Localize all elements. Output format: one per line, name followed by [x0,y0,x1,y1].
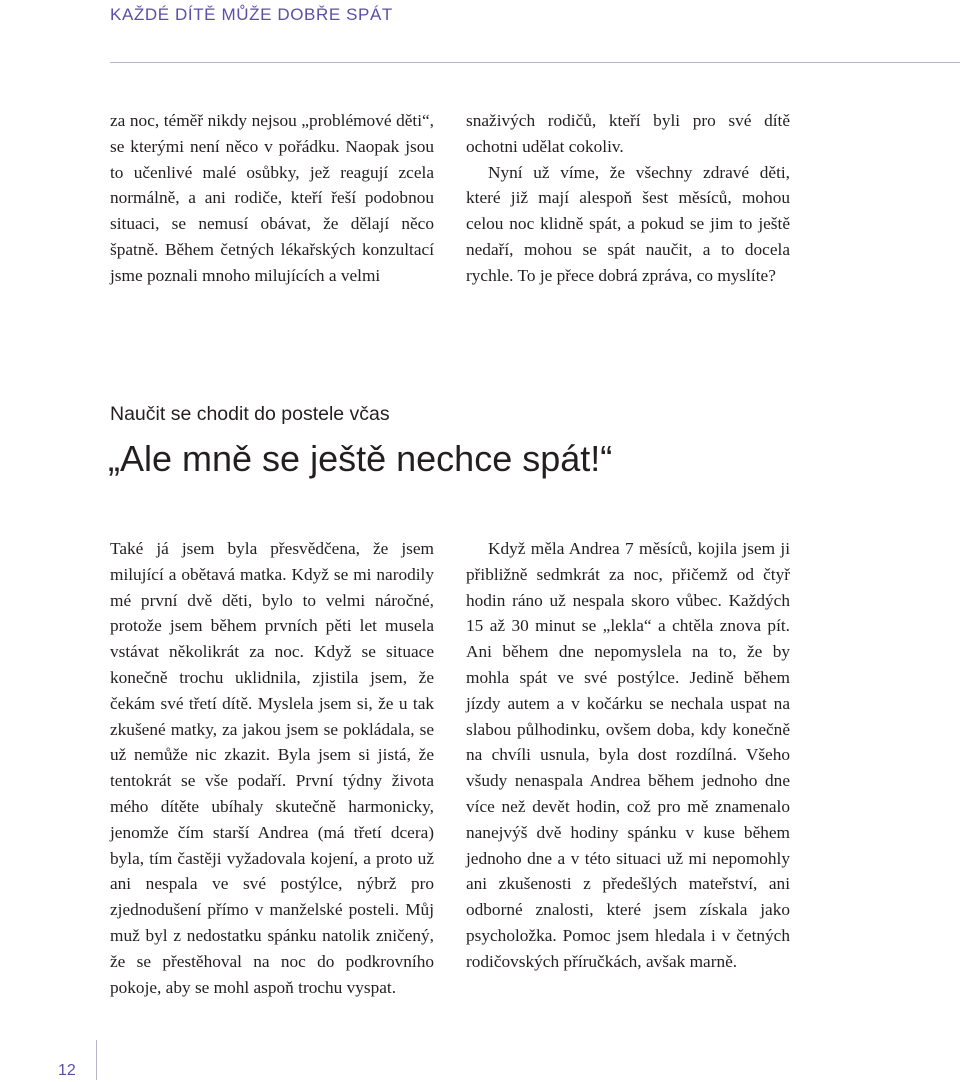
top-left-column [110,108,434,289]
bottom-left-column [110,536,434,1000]
paragraph: Když měla Andrea 7 měsíců, kojila jsem ji přibližně sedmkrát za noc, přičemž od čtyř hodin ráno už nespala skoro vůbec. Každých 15 až 30 minut se „lekla“ a chtěla znova pít. Ani během dne nepomyslela na to, že by mohla spát ve své postýlce. Jedině během jízdy autem a v kočárku se nechala uspat na slabou půlhodinku, ovšem doba, kdy konečně na chvíli usnula, byla dost rozdílná. Všeho všudy nenaspala Andrea během jednoho dne více než devět hodin, což pro mě znamenalo nanejvýš dvě hodiny spánku v kuse během jednoho dne a v této situaci už mi nepomohly ani zkušenosti z předešlých mateřství, ani odborné znalosti, které jsem získala jako psycholožka. Pomoc jsem hledala i v četných rodičovských příručkách, avšak marně. [466,539,790,971]
running-title: KAŽDÉ DÍTĚ MŮŽE DOBŘE SPÁT [110,5,393,24]
section-title: „Ale mně se ještě nechce spát!“ [108,438,613,479]
page-number: 12 [58,1062,76,1079]
top-right-column [466,108,790,289]
paragraph: Nyní už víme, že všechny zdravé děti, které již mají alespoň šest měsíců, mohou celou noc klidně spát, a pokud se jim to ještě nedaří, mohou se spát naučit, a to docela rychle. To je přece dobrá zpráva, co myslíte? [466,162,790,285]
section-label: Naučit se chodit do postele včas [110,403,390,425]
running-header [110,0,960,63]
bottom-right-column [466,536,790,975]
paragraph: snaživých rodičů, kteří byli pro své dítě ochotni udělat cokoliv. [466,111,790,156]
paragraph: Také já jsem byla přesvědčena, že jsem milující a obětavá matka. Když se mi narodily mé první dvě děti, bylo to velmi náročné, protože jsem během prvních pěti let musela vstávat několikrát za noc. Když se situace konečně trochu uklidnila, zjistila jsem, že čekám své třetí dítě. Myslela jsem si, že u tak zkušené matky, za jakou jsem se pokládala, se už nemůže nic zkazit. Byla jsem si jistá, že tentokrát se vše podaří. První týdny života mého dítěte ubíhaly skutečně harmonicky, jenomže čím starší Andrea (má třetí dcera) byla, tím častěji vyžadovala kojení, a proto už ani nespala ve své postýlce, nýbrž pro zjednodušení přímo v manželské posteli. Můj muž byl z nedostatku spánku natolik zničený, že se přestěhoval na noc do podkrovního pokoje, aby se mohl aspoň trochu vyspat. [110,539,434,997]
page-rule [96,1040,97,1080]
paragraph: za noc, téměř nikdy nejsou „problémové děti“, se kterými není něco v pořádku. Naopak jsou to učenlivé malé osůbky, jež reagují zcela normálně, a ani rodiče, kteří řeší podobnou situaci, se nemusí obávat, že dělají něco špatně. Během četných lékařských konzultací jsme poznali mnoho milujících a velmi [110,111,434,285]
